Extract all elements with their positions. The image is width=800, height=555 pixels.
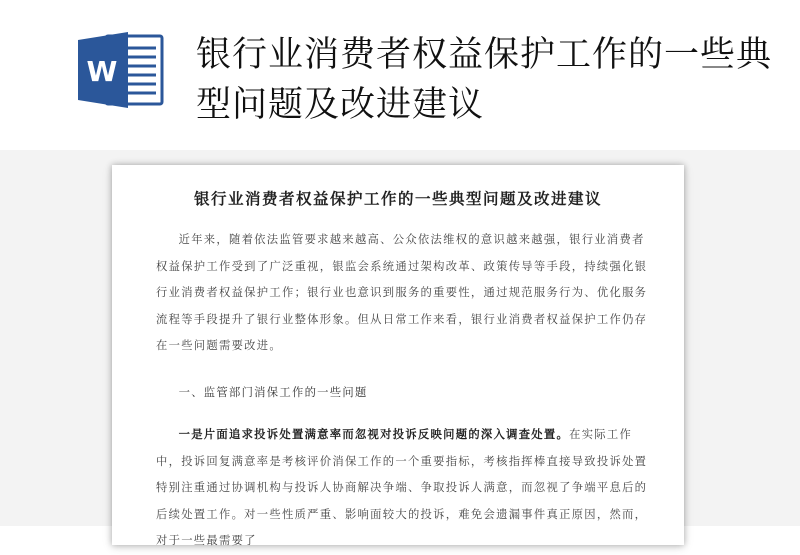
document-title: 银行业消费者权益保护工作的一些典型问题及改进建议 [193, 189, 602, 208]
section-heading: 一、监管部门消保工作的一些问题 [178, 386, 368, 399]
paragraph-issue-one-lead: 一是片面追求投诉处置满意率而忽视对投诉反映问题的深入调查处置。 [178, 427, 570, 441]
word-icon [76, 30, 164, 110]
paragraph-issue-one-body: 在实际工作中，投诉回复满意率是考核评价消保工作的一个重要指标，考核指挥棒直接导致投诉处置特别注重通过协调机构与投诉人协商解决争端、争取投诉人满意，而忽视了争端平息后的后续处置工作。对一些性质严重、影响面较大的投诉，难免会遗漏事件真正原因，然而，对于一些最需要了 [156, 428, 648, 548]
paragraph-intro: 近年来，随着依法监管要求越来越高、公众依法维权的意识越来越强，银行业消费者权益保护工作受到了广泛重视，银监会系统通过架构改革、政策传导等手段，持续强化银行业消费者权益保护工作；银行业也意识到服务的重要性，通过规范服务行为、优化服务流程等手段提升了银行业整体形象。但从日常工作来看，银行业消费者权益保护工作仍存在一些问题需要改进。 [156, 233, 648, 353]
paragraph-issue-one [156, 421, 650, 555]
word-icon-letter: W [86, 55, 118, 88]
document-page [112, 165, 684, 548]
banner-title: 银行业消费者权益保护工作的一些典型问题及改进建议 [196, 35, 773, 125]
